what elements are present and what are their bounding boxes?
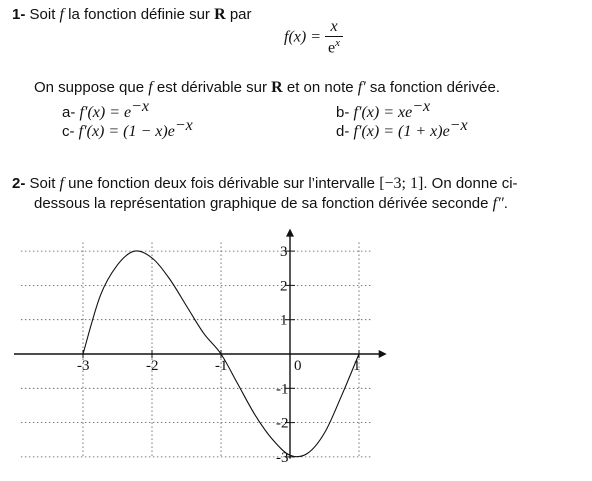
intro-text: Soit	[29, 6, 56, 23]
y-tick-label: -1	[276, 381, 289, 398]
question-2-line-1: 2- Soit f une fonction deux fois dérivable sur l’intervalle [−3; 1]. On donne ci-	[12, 175, 518, 192]
assumption-line: On suppose que f est dérivable sur R et on note f′ sa fonction dérivée.	[34, 79, 500, 96]
x-tick-label: -1	[215, 358, 228, 374]
function-symbol: f	[59, 6, 64, 23]
question-1-number: 1-	[12, 6, 26, 23]
option-a: a- $f'(x) = e^{-x}$	[62, 98, 150, 121]
fraction-denominator: $e^x$	[328, 37, 340, 57]
x-tick-label: 1	[353, 358, 361, 374]
definition-lhs: f(x) =	[284, 28, 321, 46]
par-text: par	[229, 6, 252, 23]
option-d: d- $f'(x) = (1 + x)e^{-x}$	[336, 117, 468, 140]
y-axis-arrow	[286, 229, 294, 237]
option-b: b- $f'(x) = xe^{-x}$	[336, 98, 431, 121]
axes	[14, 229, 387, 459]
y-tick-label: -3	[276, 449, 289, 466]
question-2-line-2: dessous la représentation graphique de sa fonction dérivée seconde f″.	[34, 195, 508, 212]
grid	[21, 243, 373, 457]
intro-rest: la fonction définie sur	[68, 6, 210, 23]
y-tick-label: 1	[280, 312, 288, 329]
question-2-number: 2-	[12, 175, 26, 192]
x-axis-arrow	[379, 350, 387, 358]
tick-labels	[77, 244, 361, 466]
reals-symbol: R	[214, 6, 226, 23]
x-tick-label: -2	[146, 358, 159, 374]
y-tick-label: 3	[280, 244, 288, 261]
y-tick-label: -2	[276, 415, 289, 432]
y-tick-label: 2	[280, 278, 288, 295]
x-tick-label: -3	[77, 358, 90, 374]
fraction-numerator: x	[325, 18, 343, 37]
option-c: c- $f'(x) = (1 - x)e^{-x}$	[62, 117, 193, 140]
x-tick-label: 0	[294, 358, 302, 374]
